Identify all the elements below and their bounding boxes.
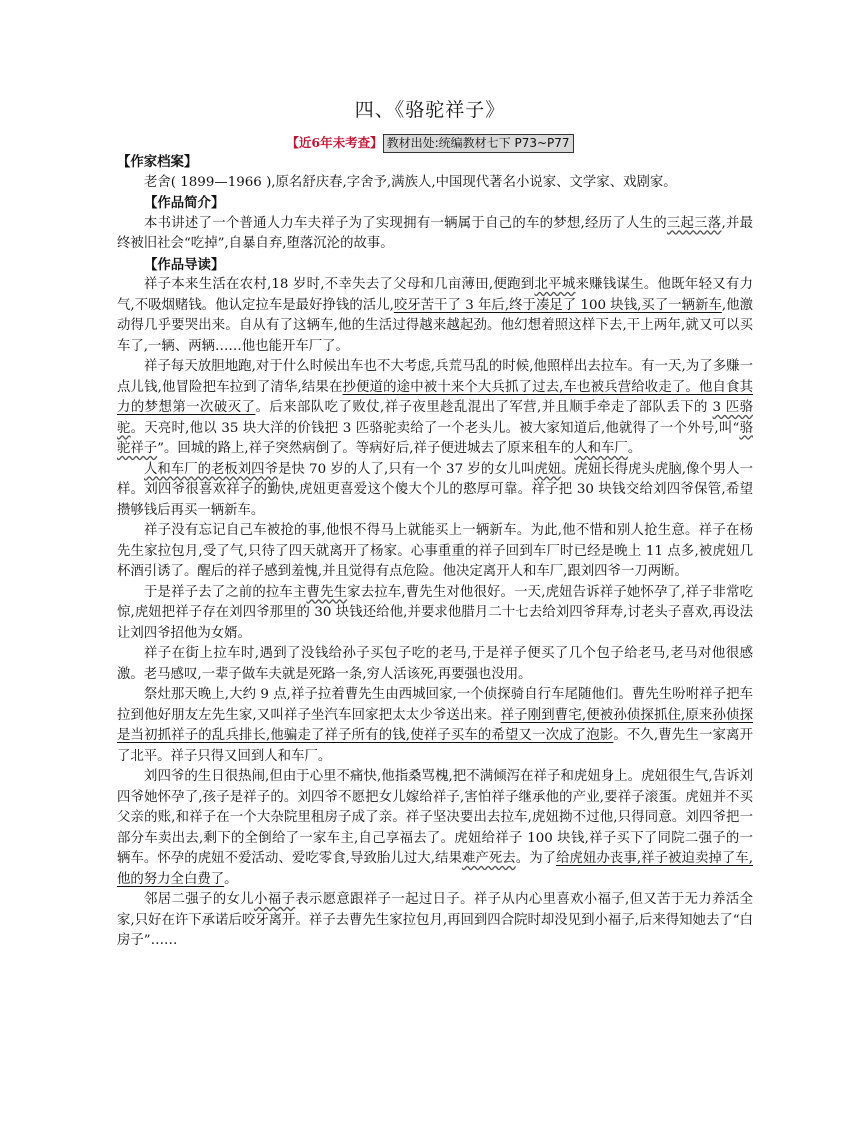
paragraph-4: 祥子没有忘记自己车被抢的事,他恨不得马上就能买上一辆新车。为此,他不惜和别人抢生意。祥子在杨先生家拉包月,受了气,只待了四天就离开了杨家。心事重重的祥子回到车厂时已经是晚上 11 点多,被虎妞几杯酒引诱了。醒后的祥子感到羞愧,并且觉得有点危险。他决定离开人和车厂,跟刘四爷一刀两断。: [117, 523, 753, 579]
highlight-wavy: 虎妞: [534, 461, 562, 477]
source-meta: [0, 133, 860, 154]
paragraph-7: 祭灶那天晚上,大约 9 点,祥子拉着曹先生由西城回家,一个侦探骑自行车尾随他们。曹先生吩咐祥子把车拉到他好朋友左先生家,又叫祥子坐汽车回家把太太少爷送出来。祥子刚到曹宅,便被孙侦探抓住,原来孙侦探是当初抓祥子的乱兵排长,他骗走了祥子所有的钱,使祥子买车的希望又一次成了泡影。不久,曹先生一家离开了北平。祥子只得又回到人和车厂。: [117, 687, 753, 764]
paragraph-5: 于是祥子去了之前的拉车主曹先生家去拉车,曹先生对他很好。一天,虎妞告诉祥子她怀孕了,祥子非常吃惊,虎妞把祥子存在刘四爷那里的 30 块钱还给他,并要求他腊月二十七去给刘四爷拜寿,讨老头子喜欢,再设法让刘四爷招他为女婿。: [117, 584, 754, 641]
highlight-wavy: 人和车厂的老板刘四爷: [144, 461, 278, 477]
paragraph-1: 祥子本来生活在农村,18 岁时,不幸失去了父母和几亩薄田,便跑到北平城来赚钱谋生。他既年轻又有力气,不吸烟赌钱。他认定拉车是最好挣钱的活儿,咬牙苦干了 3 年后,终于凑足了 100 块钱,买了一辆新车,他激动得几乎要哭出来。自从有了这辆车,他的生活过得越来越起劲。他幻想着照这样下去,干上两年,就又可以买车了,一辆、两辆……他也能开车厂了。: [117, 277, 753, 354]
textbook-source-box: 教材出处:统编教材七下 P73~P77: [383, 134, 574, 153]
paragraph-2: 祥子每天放胆地跑,对于什么时候出车也不大考虑,兵荒马乱的时候,他照样出去拉车。有一天,为了多赚一点儿钱,他冒险把车拉到了清华,结果在抄便道的途中被十来个大兵抓了过去,车也被兵营给收走了。他自食其力的梦想第一次破灭了。后来部队吃了败仗,祥子夜里趁乱混出了军营,并且顺手牵走了部队丢下的 3 匹骆驼。天亮时,他以 35 块大洋的价钱把 3 匹骆驼卖给了一个老头儿。被大家知道后,他就得了一个外号,叫“骆驼祥子”。回城的路上,祥子突然病倒了。等病好后,祥子便进城去了原来租车的人和车厂。: [117, 359, 753, 456]
paragraph-8: 刘四爷的生日很热闹,但由于心里不痛快,他指桑骂槐,把不满倾泻在祥子和虎妞身上。虎妞很生气,告诉刘四爷她怀孕了,孩子是祥子的。刘四爷不愿把女儿嫁给祥子,害怕祥子继承他的产业,要祥子滚蛋。虎妞并不买父亲的账,和祥子在一个大杂院里租房子成了亲。祥子坚决要出去拉车,虎妞拗不过他,只得同意。刘四爷把一部分车卖出去,剩下的全倒给了一家车主,自己享福去了。虎妞给祥子 100 块钱,祥子买下了同院二强子的一辆车。怀孕的虎妞不爱活动、爱吃零食,导致胎儿过大,结果难产死去。为了给虎妞办丧事,祥子被迫卖掉了车,他的努力全白费了。: [117, 769, 754, 887]
author-archive-text: 老舍( 1899—1966 ),原名舒庆春,字舍予,满族人,中国现代著名小说家、文学家、戏剧家。: [144, 174, 677, 190]
paragraph-6: 祥子在街上拉车时,遇到了没钱给孙子买包子吃的老马,于是祥子便买了几个包子给老马,老马对他很感激。老马感叹,一辈子做车夫就是死路一条,穷人活该死,再要强也没用。: [117, 646, 753, 682]
highlight-wavy: 三起三落: [666, 215, 722, 231]
section-heading-archive: 【作家档案】: [117, 154, 198, 170]
section-heading-intro: 【作品简介】: [144, 195, 225, 211]
paragraph-3: 人和车厂的老板刘四爷是快 70 岁的人了,只有一个 37 岁的女儿叫虎妞。虎妞长得虎头虎脑,像个男人一样。刘四爷很喜欢祥子的勤快,虎妞更喜爱这个傻大个儿的憨厚可靠。祥子把 30 块钱交给刘四爷保管,希望攒够钱后再买一辆新车。: [117, 461, 753, 518]
highlight-wavy: 人和车厂: [574, 441, 628, 456]
exam-tag: 【近6年未考查】: [286, 135, 383, 150]
intro-paragraph: 本书讲述了一个普通人力车夫祥子为了实现拥有一辆属于自己的车的梦想,经历了人生的三起三落,并最终被旧社会“吃掉”,自暴自弃,堕落沉沦的故事。: [117, 215, 753, 251]
article-body: [117, 152, 753, 952]
highlight-underline: 祥子刚到曹宅,便被孙侦探抓住,原来孙侦探是当初抓祥子的乱兵排长,他骗走了祥子所有的钱,使祥子买车的希望又一次成了泡影: [117, 707, 753, 743]
highlight-wavy: 难产死去: [461, 851, 516, 866]
highlight-wavy: 3 匹骆驼: [117, 400, 753, 436]
paragraph-9: 邻居二强子的女儿小福子表示愿意跟祥子一起过日子。祥子从内心里喜欢小福子,但又苦于无力养活全家,只好在许下承诺后咬牙离开。祥子去曹先生家拉包月,再回到四合院时却没见到小福子,后来得知她去了“白房子”……: [117, 892, 753, 948]
highlight-wavy: 骆驼祥子: [117, 420, 753, 456]
highlight-wavy: 北平城: [534, 277, 576, 292]
highlight-underline: 咬牙苦干了 3 年后,终于凑足了 100 块钱,买了一辆新车: [393, 297, 722, 313]
highlight-wavy: 小福子: [253, 892, 296, 907]
section-heading-guide: 【作品导读】: [144, 256, 225, 273]
highlight-underline: 给虎妞办丧事,祥子被迫卖掉了车,他的努力全白费了: [117, 851, 754, 887]
highlight-wavy: 曹先生: [306, 584, 348, 600]
highlight-underline: 抄便道的途中被十来个大兵抓了过去,车也被兵营给收走了。他自食其力的梦想第一次破灭了: [117, 379, 753, 415]
page-title: 四、《骆驼祥子》: [354, 99, 506, 121]
